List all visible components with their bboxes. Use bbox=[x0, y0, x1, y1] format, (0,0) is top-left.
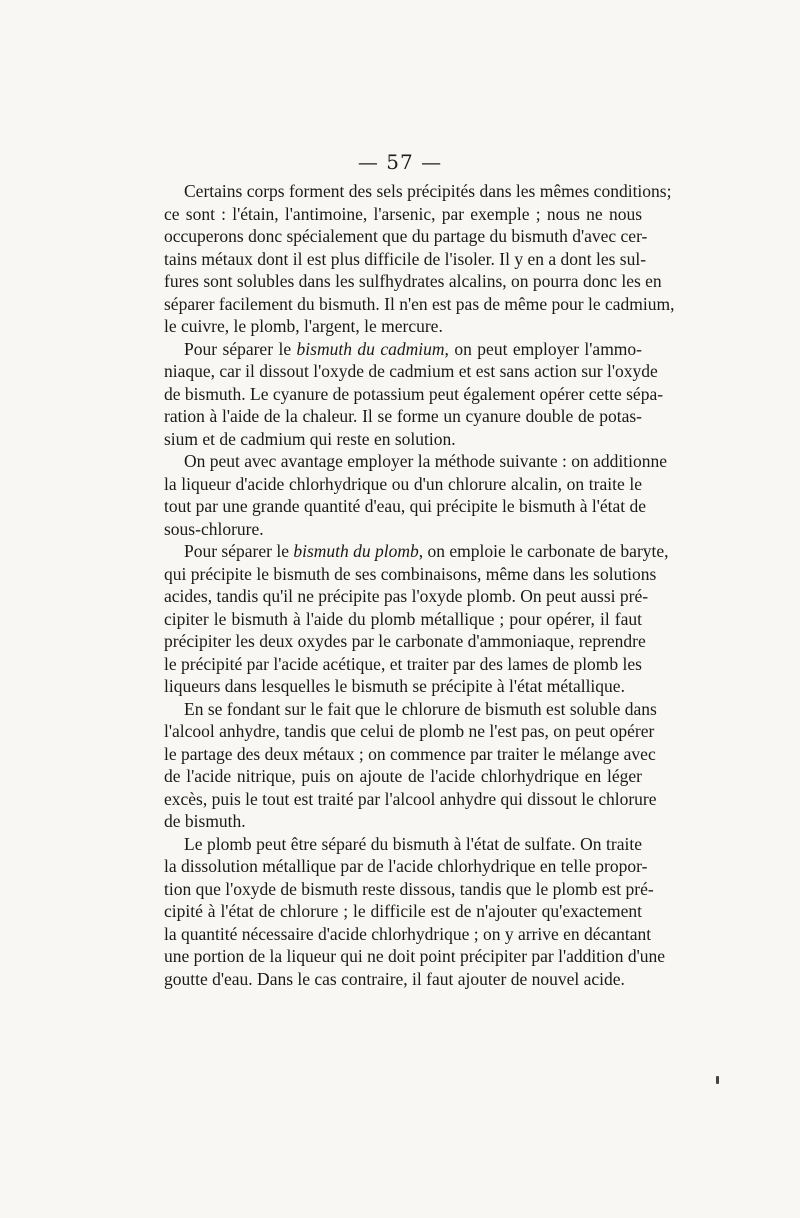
text-line: le cuivre, le plomb, l'argent, le mercure. bbox=[164, 316, 443, 336]
text-line: cipiter le bismuth à l'aide du plomb métallique ; pour opérer, il faut bbox=[164, 608, 642, 629]
text-line: le précipité par l'acide acétique, et traiter par des lames de plomb les bbox=[164, 653, 642, 674]
paragraph-5 bbox=[164, 698, 657, 833]
text-line: la quantité nécessaire d'acide chlorhydrique ; on y arrive en décantant bbox=[164, 923, 652, 944]
text-line: En se fondant sur le fait que le chlorure de bismuth est soluble dans bbox=[184, 698, 657, 719]
text-line: tains métaux dont il est plus difficile de l'isoler. Il y en a dont les sul- bbox=[164, 248, 647, 269]
text-line: goutte d'eau. Dans le cas contraire, il faut ajouter de nouvel acide. bbox=[164, 968, 625, 989]
text-line: de l'acide nitrique, puis on ajoute de l'acide chlorhydrique en léger bbox=[164, 766, 642, 786]
text-line: On peut avec avantage employer la méthode suivante : on additionne bbox=[184, 451, 668, 471]
text-line: l'alcool anhydre, tandis que celui de plomb ne l'est pas, on peut opérer bbox=[164, 721, 655, 741]
text-line: fures sont solubles dans les sulfhydrates alcalins, on pourra donc les en bbox=[164, 271, 662, 291]
text-line: acides, tandis qu'il ne précipite pas l'oxyde plomb. On peut aussi pré- bbox=[164, 586, 649, 606]
text-line: ce sont : l'étain, l'antimoine, l'arsenic, par exemple ; nous ne nous bbox=[164, 203, 642, 224]
text-line: niaque, car il dissout l'oxyde de cadmium et est sans action sur l'oxyde bbox=[164, 361, 658, 381]
paragraph-1 bbox=[164, 180, 675, 338]
paragraph-3 bbox=[164, 450, 668, 540]
ink-speck bbox=[716, 1076, 719, 1084]
paragraph-6 bbox=[164, 833, 666, 991]
text-line: une portion de la liqueur qui ne doit point précipiter par l'addition d'une bbox=[164, 946, 666, 966]
text-line: la liqueur d'acide chlorhydrique ou d'un chlorure alcalin, on traite le bbox=[164, 473, 642, 494]
text-line: de bismuth. Le cyanure de potassium peut également opérer cette sépa- bbox=[164, 383, 664, 404]
text-line: Pour séparer le bismuth du plomb, on emploie le carbonate de baryte, bbox=[184, 541, 669, 561]
text-line: liqueurs dans lesquelles le bismuth se précipite à l'état métallique. bbox=[164, 676, 625, 696]
paragraph-4 bbox=[164, 540, 669, 698]
text-line: sous-chlorure. bbox=[164, 518, 264, 539]
text-line: Certains corps forment des sels précipités dans les mêmes conditions; bbox=[184, 181, 672, 201]
text-line: excès, puis le tout est traité par l'alcool anhydre qui dissout le chlorure bbox=[164, 788, 657, 809]
text-line: occuperons donc spécialement que du partage du bismuth d'avec cer- bbox=[164, 226, 648, 246]
text-line: Le plomb peut être séparé du bismuth à l'état de sulfate. On traite bbox=[184, 833, 642, 854]
text-line: de bismuth. bbox=[164, 811, 246, 831]
text-line: tout par une grande quantité d'eau, qui précipite le bismuth à l'état de bbox=[164, 496, 647, 516]
text-line: ration à l'aide de la chaleur. Il se forme un cyanure double de potas- bbox=[164, 406, 642, 426]
text-line: Pour séparer le bismuth du cadmium, on peut employer l'ammo- bbox=[184, 338, 642, 359]
paragraph-2 bbox=[164, 338, 664, 451]
text-line: précipiter les deux oxydes par le carbonate d'ammoniaque, reprendre bbox=[164, 631, 646, 651]
body-text bbox=[164, 180, 675, 990]
text-line: la dissolution métallique par de l'acide chlorhydrique en telle propor- bbox=[164, 856, 648, 876]
italic-phrase: bismuth du cadmium bbox=[296, 338, 445, 359]
italic-phrase: bismuth du plomb bbox=[293, 541, 419, 561]
text-line: tion que l'oxyde de bismuth reste dissous, tandis que le plomb est pré- bbox=[164, 878, 654, 899]
text-line: sium et de cadmium qui reste en solution. bbox=[164, 428, 456, 449]
text-line: séparer facilement du bismuth. Il n'en est pas de même pour le cadmium, bbox=[164, 293, 675, 314]
text-line: qui précipite le bismuth de ses combinaisons, même dans les solutions bbox=[164, 563, 657, 584]
text-line: cipité à l'état de chlorure ; le difficile est de n'ajouter qu'exactement bbox=[164, 901, 642, 921]
page-number: — 57 — bbox=[357, 150, 443, 174]
text-line: le partage des deux métaux ; on commence par traiter le mélange avec bbox=[164, 743, 656, 764]
